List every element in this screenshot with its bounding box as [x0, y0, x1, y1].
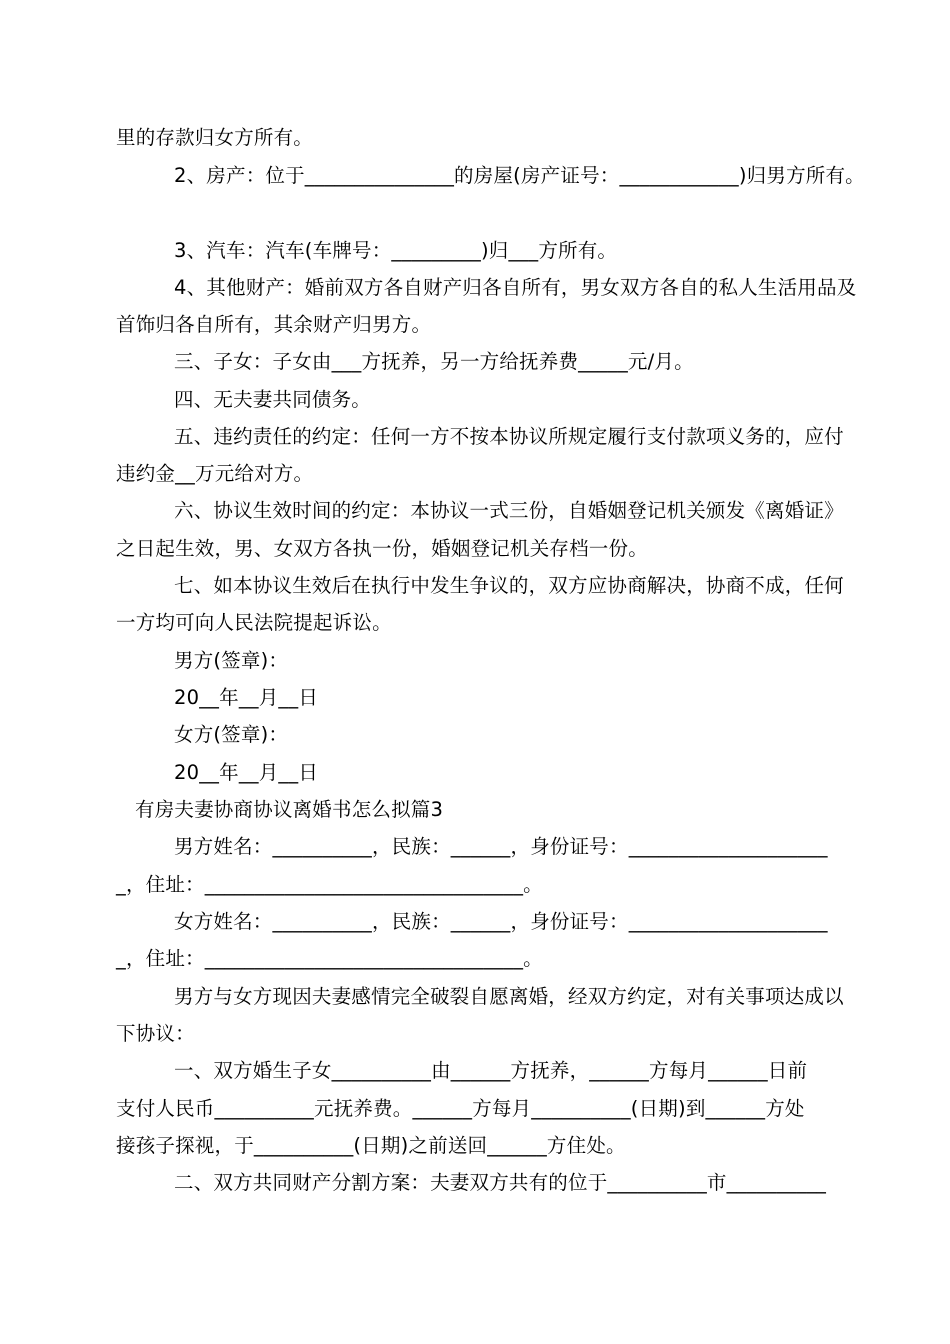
text-line: 之日起生效，男、女双方各执一份，婚姻登记机关存档一份。: [116, 537, 648, 560]
text-line: 支付人民币__________元抚养费。______方每月__________(日期)到______方处: [116, 1097, 805, 1120]
text-line: 三、子女：子女由___方抚养，另一方给抚养费_____元/月。: [174, 350, 694, 373]
text-line: 首饰归各自所有，其余财产归男方。: [116, 313, 432, 336]
section-title: 有房夫妻协商协议离婚书怎么拟篇3: [135, 798, 444, 821]
date-line: 20__年__月__日: [174, 761, 319, 784]
text-line: 女方姓名：__________，民族：______，身份证号：____________________: [174, 910, 828, 933]
text-line: 里的存款归女方所有。: [116, 126, 314, 149]
text-line: _，住址：________________________________。: [116, 947, 543, 970]
text-line: 3、汽车：汽车(车牌号：_________)归___方所有。: [174, 239, 618, 262]
text-line: 二、双方共同财产分割方案：夫妻双方共有的位于__________市__________: [174, 1171, 827, 1194]
text-line: 接孩子探视，于__________(日期)之前送回______方住处。: [116, 1134, 626, 1157]
signature-label: 男方(签章)：: [174, 649, 289, 672]
text-line: 五、违约责任的约定：任何一方不按本协议所规定履行支付款项义务的，应付: [174, 425, 844, 448]
text-line: 违约金__万元给对方。: [116, 462, 314, 485]
text-line: 四、无夫妻共同债务。: [174, 388, 372, 411]
text-line: 4、其他财产：婚前双方各自财产归各自所有，男女双方各自的私人生活用品及: [174, 276, 857, 299]
text-line: 男方与女方现因夫妻感情完全破裂自愿离婚，经双方约定，对有关事项达成以: [174, 985, 844, 1008]
date-line: 20__年__月__日: [174, 686, 319, 709]
text-line: 七、如本协议生效后在执行中发生争议的，双方应协商解决，协商不成，任何: [174, 574, 844, 597]
text-line: 下协议：: [116, 1022, 195, 1045]
text-line: 六、协议生效时间的约定：本协议一式三份，自婚姻登记机关颁发《离婚证》: [174, 499, 844, 522]
text-line: 一、双方婚生子女__________由______方抚养，______方每月______日前: [174, 1059, 808, 1082]
signature-label: 女方(签章)：: [174, 723, 289, 746]
text-line: 一方均可向人民法院提起诉讼。: [116, 611, 392, 634]
text-line: 2、房产：位于_______________的房屋(房产证号：____________)归男方所有。: [174, 164, 865, 187]
text-line: 男方姓名：__________，民族：______，身份证号：____________________: [174, 835, 828, 858]
text-line: _，住址：________________________________。: [116, 873, 543, 896]
